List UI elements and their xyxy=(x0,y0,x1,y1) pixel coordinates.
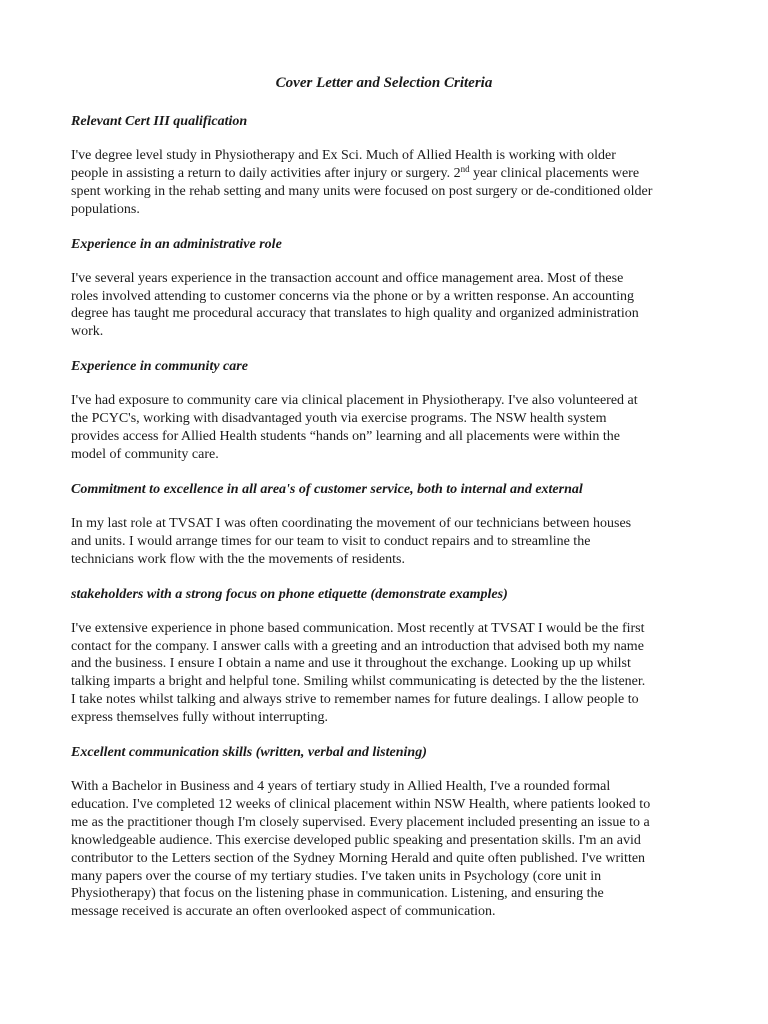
section-paragraph: In my last role at TVSAT I was often coordinating the movement of our technicians between houses and units. I would arrange times for our team to visit to conduct repairs and to streamline the technicians work flow with the the movements of residents. xyxy=(71,515,632,567)
section-heading: Relevant Cert III qualification xyxy=(71,114,248,129)
document-title: Cover Letter and Selection Criteria xyxy=(275,75,493,91)
section-cert-iii xyxy=(71,113,711,219)
document-body xyxy=(71,113,711,938)
section-heading: Excellent communication skills (written, verbal and listening) xyxy=(71,745,427,761)
section-paragraph: I've several years experience in the transaction account and office management area. Most of these roles involved attending to customer concerns via the phone or by a written response. An accounting degree has taught me procedural accuracy that translates to high quality and organized administration work. xyxy=(71,270,639,340)
section-heading: Commitment to excellence in all area's of customer service, both to internal and external xyxy=(71,481,583,497)
section-administrative-role xyxy=(71,236,711,342)
paragraph-text: I've degree level study in Physiotherapy and Ex Sci. Much of Allied Health is working with older people in assisting a return to daily activities after injury or surgery. 2 xyxy=(71,148,616,181)
section-paragraph xyxy=(71,147,711,219)
section-community-care xyxy=(71,358,711,464)
section-phone-etiquette xyxy=(71,586,711,727)
section-paragraph: I've had exposure to community care via clinical placement in Physiotherapy. I've also volunteered at the PCYC's, working with disadvantaged youth via exercise programs. The NSW health system provides access for Allied Health students “hands on” learning and all placements were within the model of community care. xyxy=(71,393,638,462)
section-paragraph: I've extensive experience in phone based communication. Most recently at TVSAT I would be the first contact for the company. I answer calls with a greeting and an introduction that advised both my name and the business. I ensure I obtain a name and use it throughout the exchange. Looking up up whilst talking imparts a bright and helpful tone. Smiling whilst communicating is detected by the the listener. I take notes whilst talking and always strive to remember names for future dealings. I allow people to express themselves fully without interrupting. xyxy=(71,620,646,726)
ordinal-superscript: nd xyxy=(460,163,470,174)
section-heading: stakeholders with a strong focus on phone etiquette (demonstrate examples) xyxy=(71,586,508,602)
paragraph-text: year clinical placements were spent working in the rehab setting and many units were focused on post surgery or de-conditioned older populations. xyxy=(71,165,653,217)
section-heading: Experience in an administrative role xyxy=(71,236,282,252)
section-customer-service xyxy=(71,481,711,569)
section-heading: Experience in community care xyxy=(71,359,248,375)
section-paragraph: With a Bachelor in Business and 4 years of tertiary study in Allied Health, I've a rounded formal education. I've completed 12 weeks of clinical placement within NSW Health, where patients looked to me as the practitioner though I'm closely supervised. Every placement included presenting an issue to a knowledgeable audience. This exercise developed public speaking and presentation skills. I'm an avid contributor to the Letters section of the Sydney Morning Herald and quite often published. I've written many papers over the course of my tertiary studies. I've taken units in Psychology (core unit in Physiotherapy) that focus on the listening phase in communication. Listening, and ensuring the message received is accurate an often overlooked aspect of communication. xyxy=(71,779,651,920)
section-communication-skills xyxy=(71,744,711,921)
